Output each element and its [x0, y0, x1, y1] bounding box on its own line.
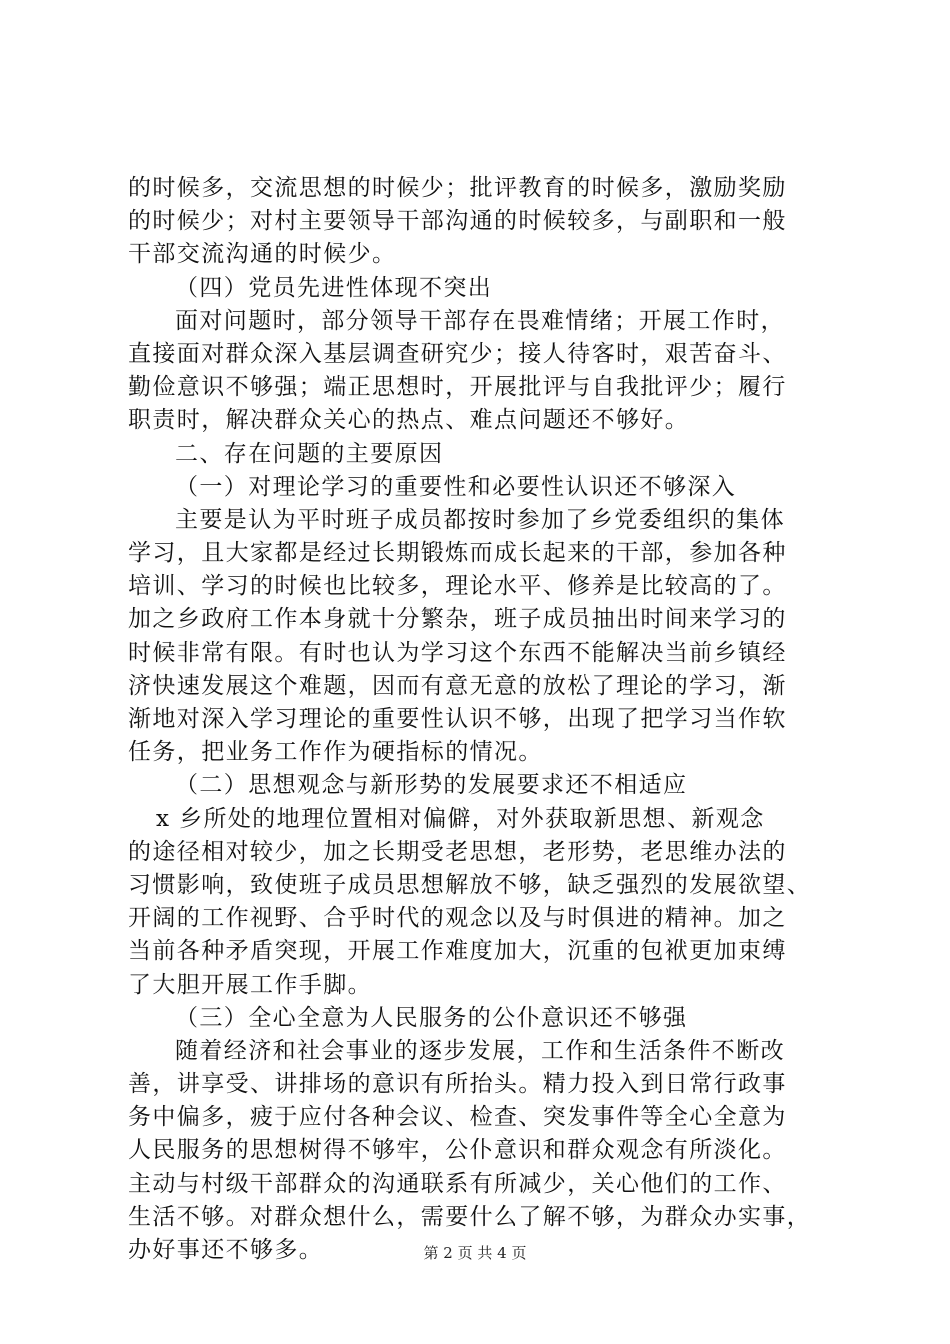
section-heading: （二）思想观念与新形势的发展要求还不相适应: [175, 772, 688, 799]
paragraph-line: 办好事还不够多。: [128, 1237, 324, 1263]
paragraph-line: 开阔的工作视野、合乎时代的观念以及与时俱进的精神。加之: [128, 905, 787, 932]
paragraph-line: 学习，且大家都是经过长期锻炼而成长起来的干部，参加各种: [128, 540, 787, 567]
paragraph-line: 培训、学习的时候也比较多，理论水平、修养是比较高的了。: [128, 573, 787, 600]
paragraph-line: 主要是认为平时班子成员都按时参加了乡党委组织的集体: [175, 506, 785, 533]
paragraph-line: 生活不够。对群众想什么，需要什么了解不够，为群众办实事，: [128, 1203, 812, 1230]
paragraph-line: 直接面对群众深入基层调查研究少；接人待客时，艰苦奋斗、: [128, 340, 787, 367]
section-heading: 二、存在问题的主要原因: [175, 440, 444, 467]
paragraph-line: 随着经济和社会事业的逐步发展，工作和生活条件不断改: [175, 1037, 785, 1064]
paragraph-line: 务中偏多，疲于应付各种会议、检查、突发事件等全心全意为: [128, 1104, 787, 1131]
paragraph-line: 了大胆开展工作手脚。: [128, 971, 372, 998]
paragraph-line: 渐地对深入学习理论的重要性认识不够，出现了把学习当作软: [128, 706, 787, 732]
paragraph-line: 任务，把业务工作作为硬指标的情况。: [128, 739, 543, 766]
section-heading: （四）党员先进性体现不突出: [175, 274, 493, 301]
paragraph-line: 干部交流沟通的时候少。: [128, 241, 397, 268]
paragraph-line: x 乡所处的地理位置相对偏僻，对外获取新思想、新观念: [156, 805, 765, 832]
paragraph-line: 的途径相对较少，加之长期受老思想，老形势，老思维办法的: [128, 838, 787, 865]
document-body: [128, 172, 828, 1267]
page-number-footer: 第 2 页 共 4 页: [423, 1244, 527, 1262]
paragraph-line: 的时候多，交流思想的时候少；批评教育的时候多，激励奖励: [128, 175, 787, 201]
paragraph-line: 当前各种矛盾突现，开展工作难度加大，沉重的包袱更加束缚: [128, 938, 787, 965]
section-heading: （三）全心全意为人民服务的公仆意识还不够强: [175, 1004, 688, 1031]
paragraph-line: 勤俭意识不够强；端正思想时，开展批评与自我批评少；履行: [128, 374, 787, 401]
paragraph-line: 善，讲享受、讲排场的意识有所抬头。精力投入到日常行政事: [128, 1071, 787, 1098]
paragraph-line: 的时候少；对村主要领导干部沟通的时候较多，与副职和一般: [128, 208, 787, 235]
paragraph-line: 主动与村级干部群众的沟通联系有所减少，关心他们的工作、: [128, 1170, 787, 1197]
paragraph-line: 职责时，解决群众关心的热点、难点问题还不够好。: [128, 407, 690, 434]
paragraph-line: 济快速发展这个难题，因而有意无意的放松了理论的学习，渐: [128, 672, 787, 699]
paragraph-line: 时候非常有限。有时也认为学习这个东西不能解决当前乡镇经: [128, 639, 787, 666]
paragraph-line: 加之乡政府工作本身就十分繁杂，班子成员抽出时间来学习的: [128, 606, 787, 633]
paragraph-line: 习惯影响，致使班子成员思想解放不够，缺乏强烈的发展欲望、: [128, 871, 812, 898]
paragraph-line: 人民服务的思想树得不够牢，公仆意识和群众观念有所淡化。: [128, 1137, 787, 1164]
paragraph-line: 面对问题时，部分领导干部存在畏难情绪；开展工作时，: [175, 307, 785, 334]
section-heading: （一）对理论学习的重要性和必要性认识还不够深入: [175, 473, 737, 500]
